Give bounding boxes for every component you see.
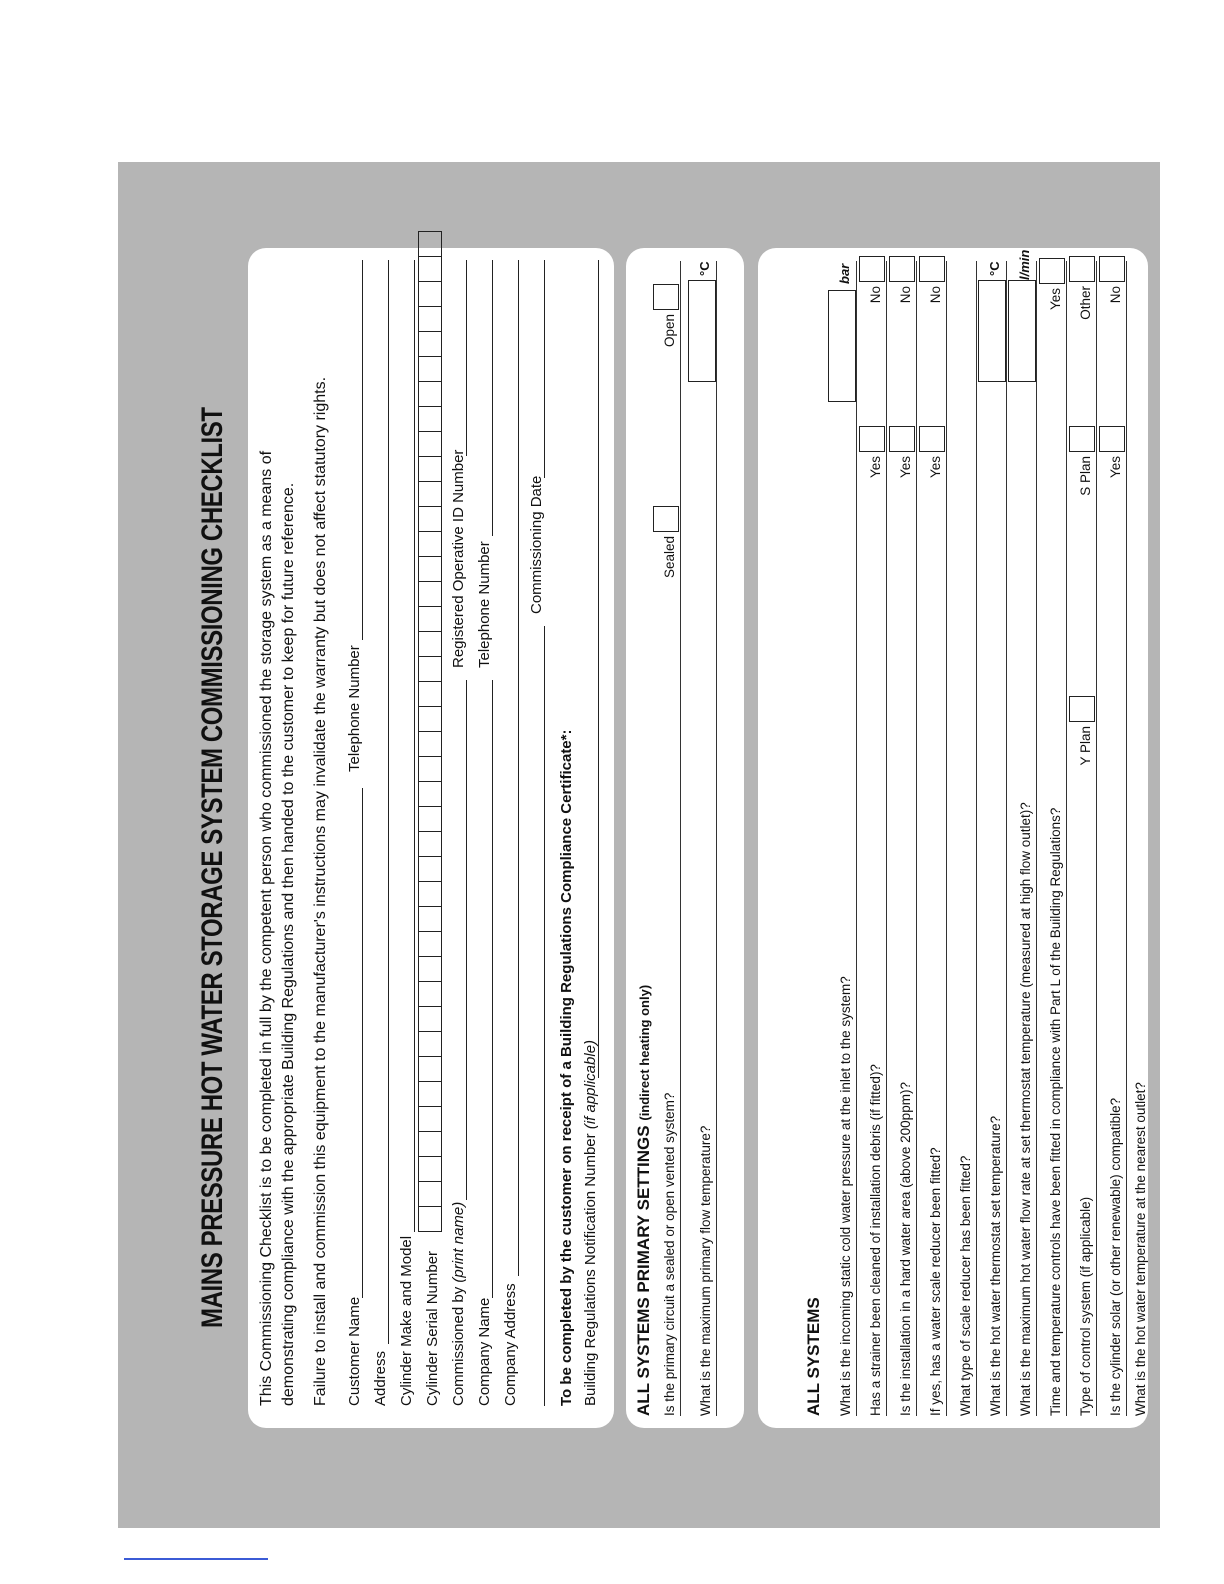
sealed-label: Sealed (662, 536, 677, 579)
company-telephone-label: Telephone Number (476, 541, 493, 668)
scale-reducer-type-question: What type of scale reducer has been fitted? (958, 1155, 973, 1416)
operative-id-label: Registered Operative ID Number (450, 449, 467, 668)
flow-rate-question: What is the maximum hot water flow rate at set thermostat temperature (measured at high flow outlet)? (1018, 802, 1033, 1416)
s-plan-checkbox[interactable] (1069, 426, 1095, 452)
controls-compliance-question: Time and temperature controls have been fitted in compliance with Part L of the Building Regulations? (1048, 807, 1063, 1416)
scale-reducer-yes-label: Yes (928, 456, 943, 479)
scale-reducer-no-checkbox[interactable] (919, 256, 945, 282)
all-systems-title: ALL SYSTEMS (804, 1297, 823, 1416)
flow-rate-row (1006, 249, 1037, 1416)
hard-water-no-checkbox[interactable] (889, 256, 915, 282)
hard-water-question: Is the installation in a hard water area (above 200ppm)? (898, 1082, 913, 1416)
company-name-field[interactable] (492, 680, 493, 1298)
notification-number-text: Building Regulations Notification Number (582, 1133, 599, 1406)
cold-water-pressure-question: What is the incoming static cold water pressure at the inlet to the system? (838, 976, 853, 1416)
outlet-temp-question: What is the hot water temperature at the nearest outlet? (1133, 1082, 1148, 1416)
commissioned-by-field[interactable] (466, 680, 467, 1200)
address-field[interactable] (388, 260, 389, 1344)
thermostat-temp-unit: °C (987, 261, 1002, 276)
intro-line-1: This Commissioning Checklist is to be completed in full by the competent person who commissioned the storage system as a means of (258, 450, 275, 1406)
controls-compliance-yes-checkbox[interactable] (1039, 258, 1065, 284)
commissioning-date-field[interactable] (544, 260, 545, 478)
telephone-number-field[interactable] (362, 260, 363, 640)
strainer-yes-checkbox[interactable] (859, 426, 885, 452)
cylinder-make-field[interactable] (414, 260, 415, 1232)
solar-compatible-row (1096, 261, 1127, 1416)
flow-rate-input[interactable] (1008, 280, 1036, 382)
solar-yes-label: Yes (1108, 456, 1123, 479)
company-telephone-field[interactable] (492, 260, 493, 536)
intro-line-2: demonstrating compliance with the appropriate Building Regulations and then handed to the customer to keep for future reference. (280, 482, 297, 1406)
outlet-temp-row (1126, 261, 1148, 1416)
primary-flow-unit: °C (697, 261, 712, 276)
control-system-row (1066, 261, 1097, 1416)
pressure-unit: bar (837, 263, 852, 284)
commissioned-by-text: Commissioned by (450, 1286, 467, 1406)
scale-reducer-no-label: No (928, 286, 943, 304)
solar-no-checkbox[interactable] (1099, 256, 1125, 282)
strainer-row (856, 261, 887, 1416)
customer-name-field[interactable] (362, 788, 363, 1298)
primary-circuit-question: Is the primary circuit a sealed or open vented system? (662, 1092, 677, 1416)
strainer-no-checkbox[interactable] (859, 256, 885, 282)
sealed-checkbox[interactable] (653, 506, 679, 532)
thermostat-temp-row (976, 261, 1007, 1416)
commissioned-by-label (450, 1202, 467, 1406)
all-systems-panel (758, 248, 1148, 1428)
open-label: Open (662, 314, 677, 348)
other-checkbox[interactable] (1069, 256, 1095, 282)
open-checkbox[interactable] (653, 284, 679, 310)
scale-reducer-fitted-row (916, 261, 947, 1416)
primary-settings-heading: ALL SYSTEMS PRIMARY SETTINGS (634, 1125, 653, 1416)
primary-flow-question: What is the maximum primary flow temperature? (698, 1125, 713, 1416)
customer-receipt-note: To be completed by the customer on receipt of a Building Regulations Compliance Certificate*: (558, 729, 575, 1406)
hard-water-row (886, 261, 917, 1416)
other-label: Other (1078, 286, 1093, 320)
y-plan-checkbox[interactable] (1069, 696, 1095, 722)
if-applicable-hint: (if applicable) (582, 1039, 599, 1130)
intro-line-3: Failure to install and commission this equipment to the manufacturer's instructions may invalidate the warranty but does not affect statutory rights. (312, 376, 329, 1406)
thermostat-temp-question: What is the hot water thermostat set temperature? (988, 1115, 1003, 1416)
control-system-question: Type of control system (if applicable) (1078, 1196, 1093, 1416)
telephone-number-label: Telephone Number (346, 645, 363, 772)
controls-compliance-row (1036, 261, 1067, 1416)
solar-yes-checkbox[interactable] (1099, 426, 1125, 452)
strainer-question: Has a strainer been cleaned of installation debris (if fitted)? (868, 1064, 883, 1416)
solar-no-label: No (1108, 286, 1123, 304)
flow-rate-unit: l/min (1017, 249, 1032, 280)
primary-flow-temperature-input[interactable] (688, 280, 716, 382)
solar-compatible-question: Is the cylinder solar (or other renewable) compatible? (1108, 1097, 1123, 1416)
thermostat-temp-input[interactable] (978, 280, 1006, 382)
scale-reducer-fitted-question: If yes, has a water scale reducer been fitted? (928, 1147, 943, 1416)
company-address-field[interactable] (518, 260, 519, 1276)
s-plan-label: S Plan (1078, 456, 1093, 496)
scale-reducer-type-row[interactable] (946, 261, 977, 1416)
controls-compliance-yes-label: Yes (1048, 288, 1063, 311)
rotated-checklist-page (118, 162, 1160, 1528)
scale-reducer-yes-checkbox[interactable] (919, 426, 945, 452)
strainer-no-label: No (868, 286, 883, 304)
company-address-label: Company Address (502, 1283, 519, 1406)
cold-water-pressure-input[interactable] (828, 290, 856, 402)
details-panel (248, 248, 614, 1428)
customer-name-label: Customer Name (346, 1296, 363, 1406)
notification-number-field[interactable] (598, 260, 599, 1078)
cylinder-serial-label: Cylinder Serial Number (424, 1250, 441, 1406)
y-plan-label: Y Plan (1078, 726, 1093, 766)
page-title: MAINS PRESSURE HOT WATER STORAGE SYSTEM COMMISSIONING CHECKLIST (196, 407, 229, 1328)
primary-flow-row (686, 261, 717, 1416)
address-label: Address (372, 1350, 389, 1406)
operative-id-field[interactable] (466, 260, 467, 456)
notification-number-label (582, 1040, 599, 1406)
primary-circuit-row (650, 261, 681, 1416)
print-name-hint: (print name) (450, 1201, 467, 1283)
strainer-yes-label: Yes (868, 456, 883, 479)
footer-link-underline (124, 1558, 268, 1560)
hard-water-no-label: No (898, 286, 913, 304)
hard-water-yes-label: Yes (898, 456, 913, 479)
hard-water-yes-checkbox[interactable] (889, 426, 915, 452)
cold-water-pressure-row (826, 261, 857, 1416)
primary-settings-subtitle: (indirect heating only) (637, 984, 652, 1121)
company-address-field-2[interactable] (544, 626, 545, 1406)
company-name-label: Company Name (476, 1297, 493, 1406)
primary-settings-panel (626, 248, 744, 1428)
cylinder-serial-boxes[interactable] (418, 231, 442, 1232)
cylinder-make-label: Cylinder Make and Model (398, 1235, 415, 1406)
commissioning-date-label: Commissioning Date (528, 475, 545, 614)
